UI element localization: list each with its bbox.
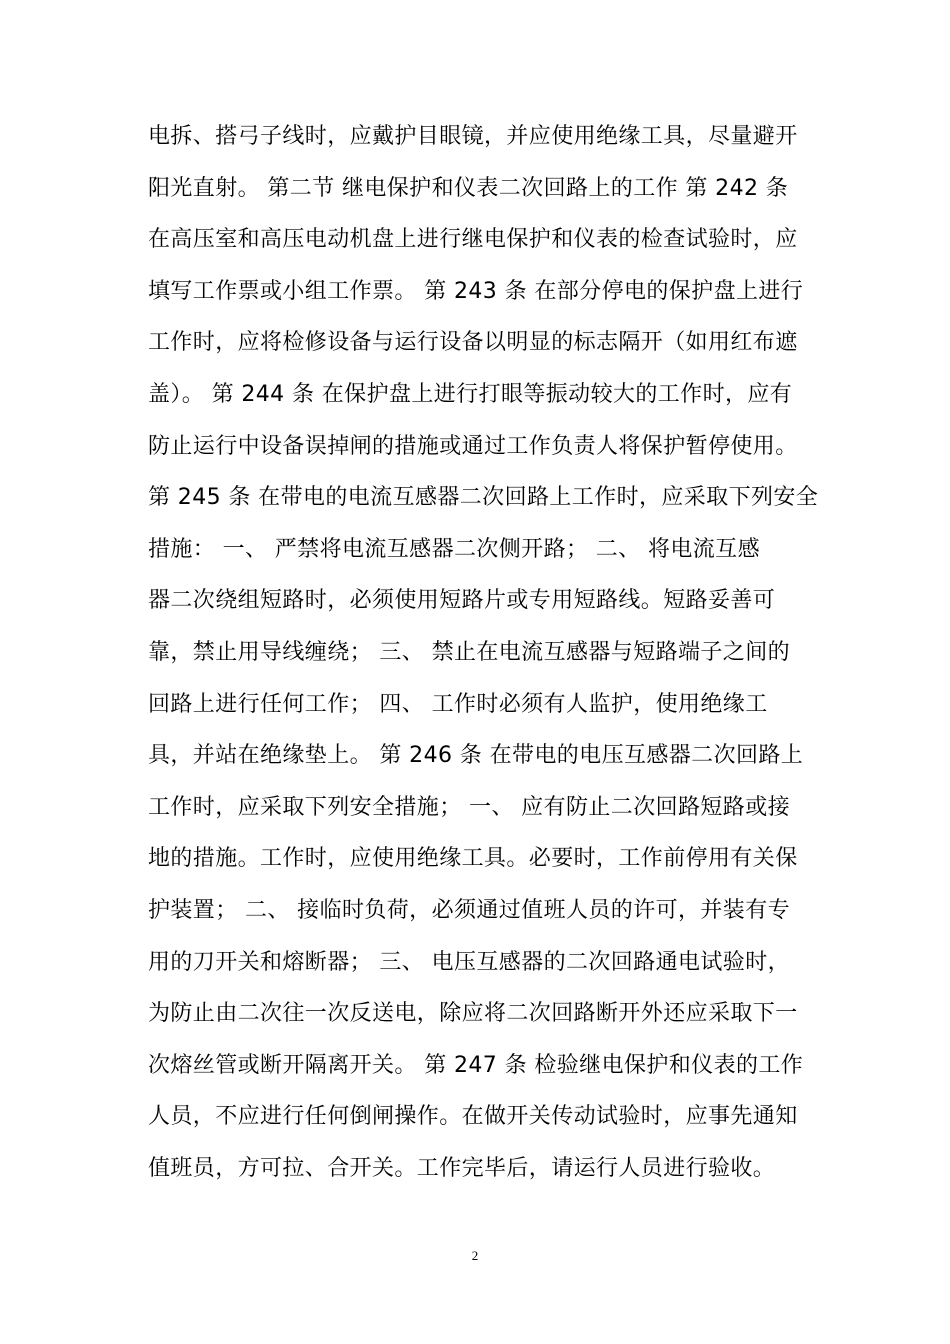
- text-line: 电拆、搭弓子线时，应戴护目眼镜，并应使用绝缘工具，尽量避开: [148, 124, 798, 149]
- text-line: 填写工作票或小组工作票。 第 243 条 在部分停电的保护盘上进行: [148, 278, 804, 304]
- text-line: 盖）。 第 244 条 在保护盘上进行打眼等振动较大的工作时，应有: [148, 381, 793, 407]
- page-number: 2: [471, 1248, 479, 1263]
- text-line: 次熔丝管或断开隔离开关。 第 247 条 检验继电保护和仪表的工作: [148, 1052, 804, 1078]
- text-line: 为防止由二次往一次反送电，除应将二次回路断开外还应采取下一: [148, 1001, 798, 1027]
- text-line: 回路上进行任何工作； 四、 工作时必须有人监护，使用绝缘工: [148, 691, 768, 717]
- text-line: 在高压室和高压电动机盘上进行继电保护和仪表的检查试验时，应: [148, 227, 798, 253]
- text-line: 措施： 一、 严禁将电流互感器二次侧开路； 二、 将电流互感: [148, 536, 760, 562]
- text-line: 具，并站在绝缘垫上。 第 246 条 在带电的电压互感器二次回路上: [148, 743, 804, 769]
- text-line: 人员，不应进行任何倒闸操作。在做开关传动试验时，应事先通知: [148, 1104, 798, 1130]
- text-line: 靠，禁止用导线缠绕； 三、 禁止在电流互感器与短路端子之间的: [148, 639, 790, 665]
- text-line: 用的刀开关和熔断器； 三、 电压互感器的二次回路通电试验时，: [148, 949, 790, 975]
- body-text: [148, 111, 819, 1194]
- text-line: 值班员，方可拉、合开关。工作完毕后，请运行人员进行验收。: [148, 1155, 776, 1181]
- text-line: 第 245 条 在带电的电流互感器二次回路上工作时，应采取下列安全: [148, 485, 819, 511]
- text-line: 防止运行中设备误掉闸的措施或通过工作负责人将保护暂停使用。: [148, 433, 798, 459]
- text-line: 地的措施。工作时，应使用绝缘工具。必要时，工作前停用有关保: [148, 846, 798, 872]
- text-line: 工作时，应将检修设备与运行设备以明显的标志隔开（如用红布遮: [148, 330, 798, 356]
- text-line: 阳光直射。 第二节 继电保护和仪表二次回路上的工作 第 242 条: [148, 175, 789, 201]
- text-line: 护装置； 二、 接临时负荷，必须通过值班人员的许可，并装有专: [148, 897, 790, 923]
- text-line: 器二次绕组短路时，必须使用短路片或专用短路线。短路妥善可: [148, 588, 776, 614]
- text-line: 工作时，应采取下列安全措施； 一、 应有防止二次回路短路或接: [148, 794, 790, 820]
